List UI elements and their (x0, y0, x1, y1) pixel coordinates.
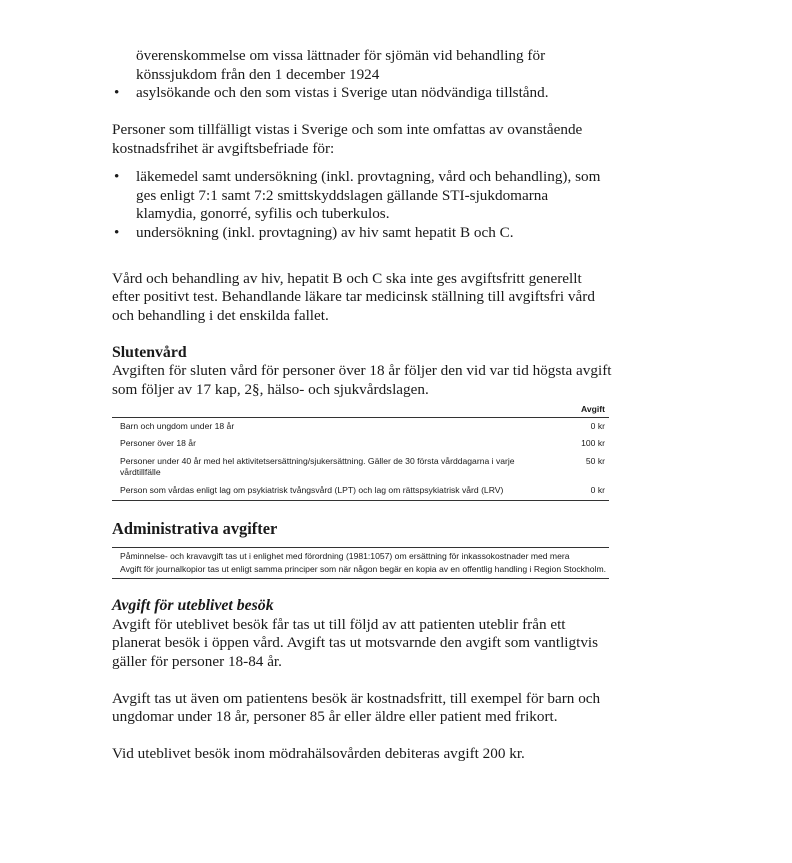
table-row (112, 435, 609, 453)
fee-row-label: Barn och ungdom under 18 år (120, 420, 235, 431)
temporary-bullet-list (112, 168, 612, 242)
admin-box (112, 547, 609, 579)
list-item (112, 84, 612, 103)
fee-row-amount: 50 kr (585, 455, 605, 466)
fee-row-amount: 100 kr (581, 438, 605, 448)
table-row (112, 453, 609, 482)
slutenvard-heading: Slutenvård (112, 343, 187, 361)
admin-heading: Administrativa avgifter (112, 519, 278, 538)
bullet-icon: • (114, 168, 120, 185)
table-row (112, 482, 609, 501)
continuation-line-2: könssjukdom från den 1 december 1924 (136, 65, 380, 83)
table-header-row (112, 404, 609, 417)
admin-item: Påminnelse- och kravavgift tas ut i enlighet med förordning (1981:1057) om ersättning för inkassokostnader med mera (120, 551, 570, 561)
fee-row-label: Personer under 40 år med hel aktivitetsersättning/sjukersättning. Gäller de 30 första vårddagarna i varje vårdtillfälle (120, 455, 515, 477)
bullet-icon: • (114, 223, 120, 241)
slutenvard-text: Avgiften för sluten vård för personer över 18 år följer den vid var tid högsta avgift som följer av 17 kap, 2§, hälso- och sjukvårdslagen. (112, 362, 612, 398)
fee-row-amount: 0 kr (590, 420, 605, 431)
intro-bullet-list (112, 84, 612, 103)
temporary-section (112, 121, 612, 242)
hiv-paragraph: Vård och behandling av hiv, hepatit B och C ska inte ges avgiftsfritt generellt efter positivt test. Behandlande läkare tar medicinsk ställning till avgiftsfri vård och behandling i det enskilda fallet. (112, 269, 595, 324)
bullet-text: undersökning (inkl. provtagning) av hiv samt hepatit B och C. (136, 223, 514, 241)
list-item (112, 168, 612, 224)
temporary-paragraph: Personer som tillfälligt vistas i Sverige och som inte omfattas av ovanstående kostnadsfrihet är avgiftsbefriade för: (112, 121, 583, 157)
bullet-text: läkemedel samt undersökning (inkl. provtagning, vård och behandling), som ges enligt 7:1 samt 7:2 smittskyddslagen gällande STI-sjukdomarna klamydia, gonorré, syfilis och tuberkulos. (136, 168, 601, 222)
admin-item: Avgift för journalkopior tas ut enligt samma principer som när någon begär en kopia av en offentlig handling i Region Stockholm. (120, 563, 606, 574)
slutenvard-fee-table (112, 404, 609, 501)
bullet-icon: • (114, 84, 120, 101)
continuation-line-1: överenskommelse om vissa lättnader för sjömän vid behandling för (136, 47, 546, 64)
table-row (112, 417, 609, 435)
missed-visit-paragraph-1: Avgift för uteblivet besök får tas ut till följd av att patienten uteblir från ett planerat besök i öppen vård. Avgift tas ut motsvarnde den avgift som vantligtvis gäller för personer 18-84 år. (112, 615, 599, 670)
fee-column-header: Avgift (537, 404, 609, 417)
bullet-text: asylsökande och den som vistas i Sverige utan nödvändiga tillstånd. (136, 84, 549, 101)
fee-row-label: Person som vårdas enligt lag om psykiatrisk tvångsvård (LPT) och lag om rättspsykiatrisk vård (LRV) (112, 482, 537, 501)
document-page (112, 47, 612, 764)
intro-section (112, 47, 612, 103)
fee-row-amount: 0 kr (537, 482, 609, 501)
missed-visit-paragraph-3: Vid uteblivet besök inom mödrahälsovården debiteras avgift 200 kr. (112, 745, 525, 762)
missed-visit-paragraph-2: Avgift tas ut även om patientens besök är kostnadsfritt, till exempel för barn och ungdomar under 18 år, personer 85 år eller äldre eller patient med frikort. (112, 689, 601, 725)
list-item (112, 224, 612, 243)
fee-row-label: Personer över 18 år (120, 438, 196, 448)
missed-visit-heading: Avgift för uteblivet besök (112, 597, 274, 614)
